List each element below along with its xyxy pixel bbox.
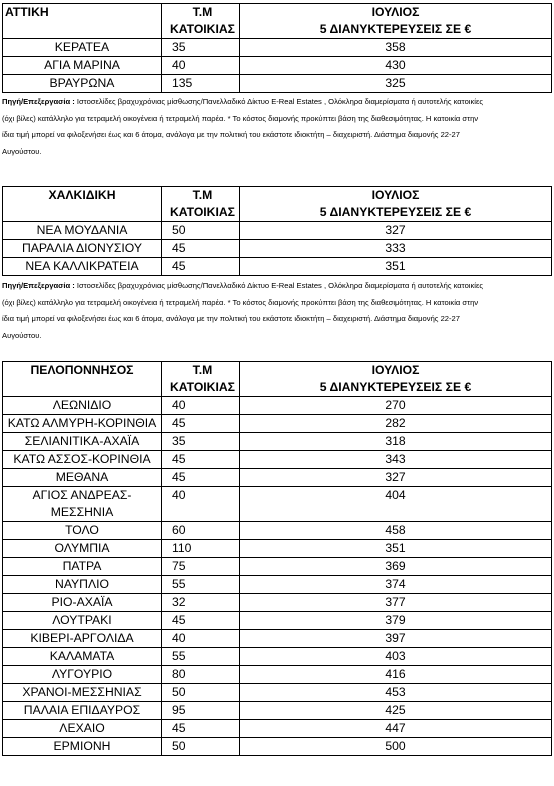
location-cell: ΜΕΘΑΝΑ bbox=[3, 469, 162, 487]
location-cell: ΤΟΛΟ bbox=[3, 522, 162, 540]
size-cell: 50 bbox=[162, 684, 240, 702]
table-row bbox=[3, 39, 552, 57]
table-row bbox=[3, 540, 552, 558]
location-cell: ΛΕΩΝΙΔΙΟ bbox=[3, 397, 162, 415]
location-cell: ΚΑΤΩ ΑΛΜΥΡΗ-ΚΟΡΙΝΘΙΑ bbox=[3, 415, 162, 433]
price-cell: 379 bbox=[240, 612, 552, 630]
table-row bbox=[3, 738, 552, 756]
size-cell: 45 bbox=[162, 240, 240, 258]
table-row bbox=[3, 258, 552, 276]
size-header: Τ.Μ ΚΑΤΟΙΚΙΑΣ bbox=[162, 4, 240, 39]
price-cell: 403 bbox=[240, 648, 552, 666]
table-row bbox=[3, 522, 552, 540]
size-cell: 45 bbox=[162, 415, 240, 433]
size-cell: 45 bbox=[162, 451, 240, 469]
size-cell: 32 bbox=[162, 594, 240, 612]
price-cell: 327 bbox=[240, 469, 552, 487]
size-cell: 40 bbox=[162, 630, 240, 648]
price-cell: 343 bbox=[240, 451, 552, 469]
location-cell: ΝΕΑ ΜΟΥΔΑΝΙΑ bbox=[3, 222, 162, 240]
size-header: Τ.Μ ΚΑΤΟΙΚΙΑΣ bbox=[162, 187, 240, 222]
location-cell: ΚΑΤΩ ΑΣΣΟΣ-ΚΟΡΙΝΘΙΑ bbox=[3, 451, 162, 469]
table-row bbox=[3, 630, 552, 648]
note-line bbox=[2, 94, 554, 111]
price-cell: 500 bbox=[240, 738, 552, 756]
size-cell: 40 bbox=[162, 487, 240, 522]
price-cell: 351 bbox=[240, 540, 552, 558]
table-row bbox=[3, 469, 552, 487]
price-header-nights: 5 ΔΙΑΝΥΚΤΕΡΕΥΣΕΙΣ ΣΕ € bbox=[319, 22, 472, 36]
size-cell: 55 bbox=[162, 648, 240, 666]
table-row bbox=[3, 487, 552, 522]
note-line: Αυγούστου. bbox=[2, 330, 42, 340]
price-header bbox=[240, 187, 552, 222]
note-text: Ιστοσελίδες βραχυχρόνιας μίσθωσης/Πανελλαδικό Δίκτυο E-Real Estates , Ολόκληρα διαμερίσματα ή αυτοτελής κατοικίες bbox=[74, 281, 484, 290]
size-cell: 80 bbox=[162, 666, 240, 684]
note-source-label: Πηγή/Επεξεργασία : bbox=[2, 281, 75, 290]
price-cell: 369 bbox=[240, 558, 552, 576]
size-cell: 45 bbox=[162, 720, 240, 738]
location-cell: ΑΓΙΟΣ ΑΝΔΡΕΑΣ-ΜΕΣΣΗΝΙΑ bbox=[3, 487, 162, 522]
price-cell: 397 bbox=[240, 630, 552, 648]
location-cell: ΠΑΡΑΛΙΑ ΔΙΟΝΥΣΙΟΥ bbox=[3, 240, 162, 258]
price-cell: 351 bbox=[240, 258, 552, 276]
region-header: ΧΑΛΚΙΔΙΚΗ bbox=[3, 187, 162, 222]
location-cell: ΡΙΟ-ΑΧΑΪΑ bbox=[3, 594, 162, 612]
size-cell: 45 bbox=[162, 258, 240, 276]
price-cell: 358 bbox=[240, 39, 552, 57]
price-cell: 282 bbox=[240, 415, 552, 433]
price-cell: 404 bbox=[240, 487, 552, 522]
price-cell: 327 bbox=[240, 222, 552, 240]
note-line: Αυγούστου. bbox=[2, 146, 42, 156]
location-cell: ΠΑΛΑΙΑ ΕΠΙΔΑΥΡΟΣ bbox=[3, 702, 162, 720]
size-cell: 50 bbox=[162, 222, 240, 240]
price-cell: 318 bbox=[240, 433, 552, 451]
price-cell: 325 bbox=[240, 75, 552, 93]
location-cell: ΚΕΡΑΤΕΑ bbox=[3, 39, 162, 57]
note-line: (όχι βίλες) κατάλληλο για τετραμελή οικογένεια ή τετραμελή παρέα. * Το κόστος διαμονής προκύπτει βάση της διαθεσιμότητας. Η κατοικία στην bbox=[2, 297, 479, 307]
price-header-month: ΙΟΥΛΙΟΣ bbox=[371, 363, 420, 377]
table-row bbox=[3, 222, 552, 240]
table-row bbox=[3, 240, 552, 258]
size-cell: 55 bbox=[162, 576, 240, 594]
source-note bbox=[2, 278, 554, 344]
price-cell: 416 bbox=[240, 666, 552, 684]
table-row bbox=[3, 684, 552, 702]
note-text: Ιστοσελίδες βραχυχρόνιας μίσθωσης/Πανελλαδικό Δίκτυο E-Real Estates , Ολόκληρα διαμερίσματα ή αυτοτελής κατοικίες bbox=[74, 97, 484, 106]
price-header-month: ΙΟΥΛΙΟΣ bbox=[371, 188, 420, 202]
price-header bbox=[240, 362, 552, 397]
table-row bbox=[3, 576, 552, 594]
table-row bbox=[3, 648, 552, 666]
table-chalkidiki bbox=[2, 186, 552, 276]
table-row bbox=[3, 451, 552, 469]
region-header: ΠΕΛΟΠΟΝΝΗΣΟΣ bbox=[3, 362, 162, 397]
size-cell: 95 bbox=[162, 702, 240, 720]
price-cell: 333 bbox=[240, 240, 552, 258]
location-cell: ΛΕΧΑΙΟ bbox=[3, 720, 162, 738]
table-body bbox=[3, 39, 552, 93]
price-cell: 458 bbox=[240, 522, 552, 540]
location-cell: ΚΑΛΑΜΑΤΑ bbox=[3, 648, 162, 666]
table-row bbox=[3, 75, 552, 93]
table-body bbox=[3, 222, 552, 276]
location-cell: ΝΕΑ ΚΑΛΛΙΚΡΑΤΕΙΑ bbox=[3, 258, 162, 276]
note-line: ίδια τιμή μπορεί να φιλοξενήσει έως και 6 άτομα, ανάλογα με την πολιτική του εκάστοτε ιδιοκτήτη – διαχειριστή. Διάστημα διαμονής 22-27 bbox=[2, 314, 460, 323]
region-header: ΑΤΤΙΚΗ bbox=[3, 4, 162, 39]
size-cell: 75 bbox=[162, 558, 240, 576]
location-cell: ΣΕΛΙΑΝΙΤΙΚΑ-ΑΧΑΪΑ bbox=[3, 433, 162, 451]
note-source-label: Πηγή/Επεξεργασία : bbox=[2, 97, 75, 106]
table-row bbox=[3, 594, 552, 612]
size-cell: 45 bbox=[162, 612, 240, 630]
price-cell: 430 bbox=[240, 57, 552, 75]
location-cell: ΒΡΑΥΡΩΝΑ bbox=[3, 75, 162, 93]
size-cell: 35 bbox=[162, 433, 240, 451]
location-cell: ΝΑΥΠΛΙΟ bbox=[3, 576, 162, 594]
location-cell: ΟΛΥΜΠΙΑ bbox=[3, 540, 162, 558]
size-cell: 110 bbox=[162, 540, 240, 558]
price-header-month: ΙΟΥΛΙΟΣ bbox=[371, 5, 420, 19]
table-row bbox=[3, 720, 552, 738]
price-header-nights: 5 ΔΙΑΝΥΚΤΕΡΕΥΣΕΙΣ ΣΕ € bbox=[319, 205, 472, 219]
table-row bbox=[3, 397, 552, 415]
table-body bbox=[3, 397, 552, 756]
table-peloponnisos bbox=[2, 361, 552, 756]
table-row bbox=[3, 666, 552, 684]
note-line bbox=[2, 278, 554, 295]
note-line: ίδια τιμή μπορεί να φιλοξενήσει έως και 6 άτομα, ανάλογα με την πολιτική του εκάστοτε ιδιοκτήτη – διαχειριστή. Διάστημα διαμονής 22-27 bbox=[2, 130, 460, 139]
table-row bbox=[3, 702, 552, 720]
price-cell: 377 bbox=[240, 594, 552, 612]
location-cell: ΑΓΙΑ ΜΑΡΙΝΑ bbox=[3, 57, 162, 75]
table-row bbox=[3, 558, 552, 576]
location-cell: ΛΥΓΟΥΡΙΟ bbox=[3, 666, 162, 684]
size-cell: 40 bbox=[162, 397, 240, 415]
size-cell: 50 bbox=[162, 738, 240, 756]
location-cell: ΛΟΥΤΡΑΚΙ bbox=[3, 612, 162, 630]
size-cell: 45 bbox=[162, 469, 240, 487]
note-line: (όχι βίλες) κατάλληλο για τετραμελή οικογένεια ή τετραμελή παρέα. * Το κόστος διαμονής προκύπτει βάση της διαθεσιμότητας. Η κατοικία στην bbox=[2, 113, 479, 123]
location-cell: ΚΙΒΕΡΙ-ΑΡΓΟΛΙΔΑ bbox=[3, 630, 162, 648]
size-cell: 35 bbox=[162, 39, 240, 57]
price-cell: 447 bbox=[240, 720, 552, 738]
price-header-nights: 5 ΔΙΑΝΥΚΤΕΡΕΥΣΕΙΣ ΣΕ € bbox=[319, 380, 472, 394]
price-cell: 453 bbox=[240, 684, 552, 702]
table-row bbox=[3, 57, 552, 75]
source-note bbox=[2, 94, 554, 160]
table-row bbox=[3, 415, 552, 433]
size-cell: 60 bbox=[162, 522, 240, 540]
size-header: Τ.Μ ΚΑΤΟΙΚΙΑΣ bbox=[162, 362, 240, 397]
location-cell: ΕΡΜΙΟΝΗ bbox=[3, 738, 162, 756]
table-row bbox=[3, 612, 552, 630]
location-cell: ΧΡΑΝΟΙ-ΜΕΣΣΗΝΙΑΣ bbox=[3, 684, 162, 702]
size-cell: 40 bbox=[162, 57, 240, 75]
price-header bbox=[240, 4, 552, 39]
price-cell: 270 bbox=[240, 397, 552, 415]
size-cell: 135 bbox=[162, 75, 240, 93]
location-cell: ΠΑΤΡΑ bbox=[3, 558, 162, 576]
table-attiki bbox=[2, 3, 552, 93]
price-cell: 374 bbox=[240, 576, 552, 594]
price-cell: 425 bbox=[240, 702, 552, 720]
table-row bbox=[3, 433, 552, 451]
